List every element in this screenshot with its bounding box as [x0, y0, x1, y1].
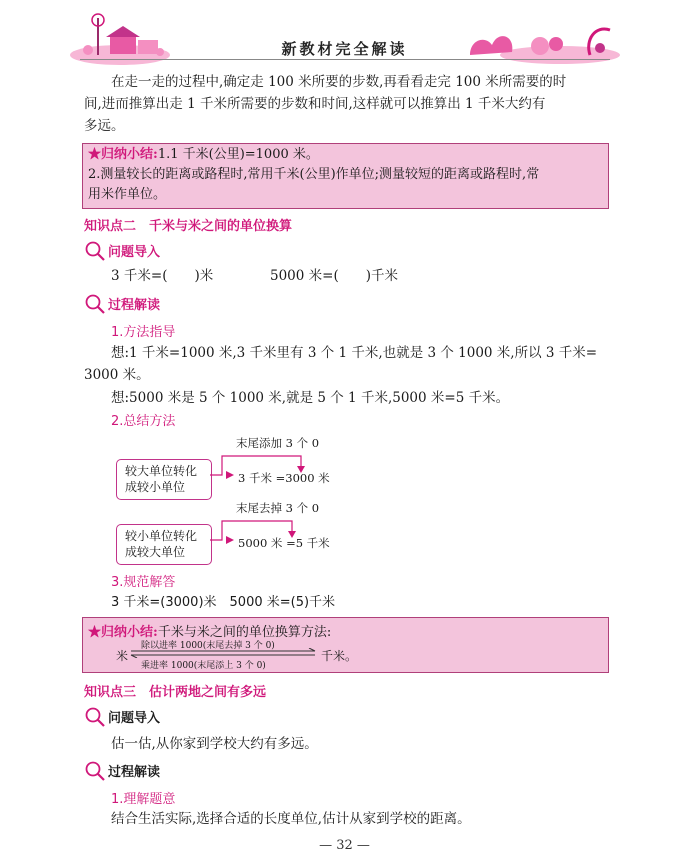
kp2-step-2: 2.总结方法	[111, 414, 176, 429]
kp2-question-a: 3 千米=( )米	[111, 268, 214, 284]
method-box-2-line-1: 较小单位转化	[125, 529, 198, 543]
summary-1-line-2: 2.测量较长的距离或路程时,常用千米(公里)作单位;测量较短的距离或路程时,常	[88, 167, 540, 182]
summary-1-line-3: 用米作单位。	[88, 187, 167, 202]
summary-1-text-1: 1.1 千米(公里)=1000 米。	[157, 147, 319, 162]
summary-2-right-unit: 千米。	[321, 649, 358, 663]
summary-2-text: 千米与米之间的单位换算方法:	[157, 625, 332, 640]
kp2-think-2: 想:5000 米是 5 个 1000 米,就是 5 个 1 千米,5000 米=5 千米。	[111, 390, 510, 406]
magnifier-icon	[84, 240, 106, 262]
kp3-step-1: 1.理解题意	[111, 792, 176, 807]
method-box-2-line-2: 成较大单位	[125, 545, 186, 559]
magnifier-icon	[84, 760, 106, 782]
diagram-2-expression: 5000 米 =5 千米	[238, 536, 330, 550]
kp3-title: 知识点三 估计两地之间有多远	[84, 685, 267, 700]
header-rule	[80, 59, 610, 60]
kp2-think-1-line-2: 3000 米。	[84, 367, 150, 383]
diagram-1-expression: 3 千米 =3000 米	[238, 471, 330, 485]
summary-2-top-label: 除以进率 1000(末尾去掉 3 个 0)	[141, 641, 275, 651]
summary-box-1	[82, 143, 609, 209]
summary-2-left-unit: 米	[116, 649, 129, 663]
summary-1-label: ★归纳小结:	[88, 147, 158, 162]
intro-line-2: 间,进而推算出走 1 千米所需要的步数和时间,这样就可以推算出 1 千米大约有	[84, 96, 546, 112]
header-title: 新教材完全解读	[281, 40, 408, 58]
method-box-1-line-2: 成较小单位	[125, 480, 186, 494]
kp2-question-b: 5000 米=( )千米	[270, 268, 398, 284]
page-number: — 32 —	[319, 838, 370, 853]
magnifier-icon	[84, 293, 106, 315]
kp2-question-heading: 问题导入	[108, 245, 161, 260]
intro-line-1: 在走一走的过程中,确定走 100 米所要的步数,再看看走完 100 米所需要的时	[111, 74, 567, 90]
method-box-1-line-1: 较大单位转化	[125, 464, 198, 478]
magnifier-icon	[84, 706, 106, 728]
kp2-answer: 3 千米=(3000)米 5000 米=(5)千米	[111, 595, 336, 610]
page-header	[0, 0, 689, 70]
kp2-process-heading: 过程解读	[108, 298, 161, 313]
kp3-question-heading: 问题导入	[108, 711, 161, 726]
summary-2-bottom-label: 乘进率 1000(末尾添上 3 个 0)	[141, 661, 266, 671]
kp2-step-3: 3.规范解答	[111, 575, 176, 590]
method-box-small-to-large	[116, 524, 212, 565]
method-box-large-to-small	[116, 459, 212, 500]
kp2-title: 知识点二 千米与米之间的单位换算	[84, 219, 293, 234]
diagram-1-annotation: 末尾添加 3 个 0	[236, 436, 320, 450]
kp2-step-1: 1.方法指导	[111, 325, 176, 340]
summary-box-2	[82, 617, 609, 673]
summary-2-label: ★归纳小结:	[88, 625, 158, 640]
summary-2-arrows	[129, 648, 319, 658]
diagram-2-annotation: 末尾去掉 3 个 0	[236, 501, 320, 515]
summary-1-line-1	[88, 144, 319, 166]
kp3-question: 估一估,从你家到学校大约有多远。	[111, 736, 318, 752]
intro-line-3: 多远。	[84, 118, 125, 134]
kp2-think-1-line-1: 想:1 千米=1000 米,3 千米里有 3 个 1 千米,也就是 3 个 1000 米,所以 3 千米=	[111, 345, 598, 361]
kp3-step-1-text: 结合生活实际,选择合适的长度单位,估计从家到学校的距离。	[111, 811, 471, 827]
kp3-process-heading: 过程解读	[108, 765, 161, 780]
